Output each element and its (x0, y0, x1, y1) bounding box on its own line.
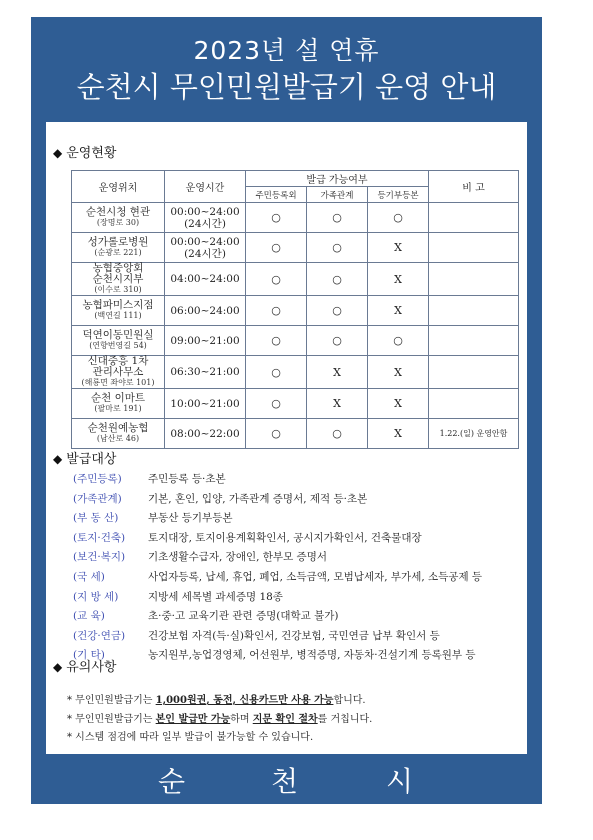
cell-family: X (307, 389, 368, 419)
location-address: (남산로 46) (96, 434, 140, 443)
target-label: (국 세) (73, 570, 105, 583)
target-item (73, 529, 482, 549)
cell-resident: ○ (246, 326, 307, 356)
target-label: (건강·연금) (73, 629, 126, 642)
cell-location (72, 263, 165, 296)
col-remarks: 비 고 (429, 171, 519, 203)
col-availability: 발급 가능여부 (246, 171, 429, 187)
location-name-2: 관리사무소 (92, 366, 144, 378)
cell-registry: X (368, 233, 429, 263)
footer-char: 천 (271, 765, 299, 798)
cell-remarks (429, 389, 519, 419)
cell-registry: ○ (368, 203, 429, 233)
col-hours: 운영시간 (165, 171, 246, 203)
cell-location (72, 356, 165, 389)
location-address: (연향번영길 54) (89, 341, 147, 350)
cell-hours (165, 389, 246, 419)
target-item (73, 509, 482, 529)
cell-family: ○ (307, 203, 368, 233)
cell-location (72, 419, 165, 449)
location-name: 덕연이동민원실 (82, 329, 154, 341)
cell-family: ○ (307, 326, 368, 356)
target-value: 부동산 등기부등본 (148, 512, 233, 525)
cell-remarks (429, 203, 519, 233)
table-row (72, 203, 519, 233)
targets-list (73, 470, 482, 666)
location-address: (순광로 221) (94, 248, 142, 257)
table-row (72, 326, 519, 356)
footer-char: 순 (158, 765, 186, 798)
diamond-icon: ◆ (53, 146, 63, 160)
cell-family: ○ (307, 296, 368, 326)
cell-remarks: 1.22.(일) 운영안함 (429, 419, 519, 449)
table-row (72, 233, 519, 263)
note-item: * 시스템 점검에 따라 일부 발급이 불가능할 수 있습니다. (67, 732, 314, 743)
cell-hours (165, 419, 246, 449)
table-row (72, 419, 519, 449)
note-item: * 무인민원발급기는 1,000원권, 동전, 신용카드만 사용 가능합니다. (67, 695, 366, 706)
cell-resident: ○ (246, 233, 307, 263)
hours-value: 00:00~24:00 (170, 205, 240, 218)
poster-frame (31, 17, 542, 804)
cell-registry: X (368, 389, 429, 419)
section-status-heading: ◆ 운영현황 (53, 146, 117, 161)
cell-registry: X (368, 296, 429, 326)
target-value: 지방세 세목별 과세증명 18종 (148, 590, 283, 603)
cell-resident: ○ (246, 263, 307, 296)
cell-location (72, 326, 165, 356)
location-name: 농협파미스지점 (82, 299, 154, 311)
target-item (73, 490, 482, 510)
cell-remarks (429, 263, 519, 296)
location-name: 순천원예농협 (87, 422, 149, 434)
cell-location (72, 296, 165, 326)
hours-value: 06:00~24:00 (170, 304, 240, 317)
target-value: 건강보험 자격(득·실)확인서, 건강보험, 국민연금 납부 확인서 등 (148, 629, 440, 642)
cell-hours (165, 233, 246, 263)
table-row (72, 296, 519, 326)
target-label: (지 방 세) (73, 590, 119, 603)
content-panel (46, 122, 527, 754)
target-item (73, 627, 482, 647)
table-row (72, 356, 519, 389)
hours-note: (24시간) (184, 247, 226, 260)
target-item (73, 607, 482, 627)
title-banner (31, 17, 542, 122)
location-name: 신대중흥 1차 (87, 355, 149, 367)
hours-value: 04:00~24:00 (170, 273, 240, 285)
cell-registry: X (368, 419, 429, 449)
target-item (73, 588, 482, 608)
cell-remarks (429, 326, 519, 356)
target-value: 주민등록 등·초본 (148, 473, 226, 485)
target-item (73, 646, 482, 666)
diamond-icon: ◆ (53, 660, 63, 674)
cell-resident: ○ (246, 419, 307, 449)
cell-location (72, 233, 165, 263)
target-label: (토지·건축) (73, 531, 126, 544)
title-line-2: 순천시 무인민원발급기 운영 안내 (76, 70, 497, 104)
notes-list (67, 692, 372, 748)
title-line-1: 2023년 설 연휴 (193, 36, 380, 65)
target-label: (부 동 산) (73, 512, 119, 525)
target-value: 초·중·고 교육기관 관련 증명(대학교 불가) (148, 610, 339, 623)
target-label: (가족관계) (73, 492, 122, 505)
target-value: 기본, 혼인, 입양, 가족관계 증명서, 제적 등·초본 (148, 492, 368, 505)
col-registry: 등기부등본 (368, 187, 429, 203)
diamond-icon: ◆ (53, 452, 63, 466)
target-item (73, 548, 482, 568)
cell-family: ○ (307, 419, 368, 449)
cell-location (72, 203, 165, 233)
target-value: 토지대장, 토지이용계획확인서, 공시지가확인서, 건축물대장 (148, 531, 422, 544)
cell-hours (165, 296, 246, 326)
location-name: 순천시청 현관 (85, 206, 151, 218)
note-item: * 무인민원발급기는 본인 발급만 가능하며 지문 확인 절차를 거칩니다. (67, 713, 373, 725)
target-label: (교 육) (73, 610, 105, 623)
operations-table (71, 170, 519, 449)
col-location: 운영위치 (72, 171, 165, 203)
section-notes-heading: ◆ 유의사항 (53, 660, 117, 675)
target-item (73, 568, 482, 588)
target-value: 농지원부,농업경영체, 어선원부, 병적증명, 자동차·건설기계 등록원부 등 (148, 649, 476, 662)
location-name: 농협중앙회 (92, 262, 144, 274)
cell-registry: X (368, 356, 429, 389)
table-row (72, 263, 519, 296)
footer-bar (31, 754, 542, 804)
target-label: (기 타) (73, 649, 105, 662)
cell-hours (165, 203, 246, 233)
location-name-2: 순천시지부 (92, 273, 144, 285)
cell-registry: ○ (368, 326, 429, 356)
cell-resident: ○ (246, 203, 307, 233)
hours-note: (24시간) (184, 217, 226, 230)
target-label: (보건·복지) (73, 551, 126, 564)
location-address: (해룡면 좌야로 101) (81, 378, 155, 387)
location-name: 순천 이마트 (90, 392, 146, 404)
col-family: 가족관계 (307, 187, 368, 203)
cell-family: X (307, 356, 368, 389)
cell-hours (165, 356, 246, 389)
cell-resident: ○ (246, 356, 307, 389)
section-targets-heading: ◆ 발급대상 (53, 452, 117, 467)
hours-value: 09:00~21:00 (170, 334, 240, 347)
hours-value: 10:00~21:00 (170, 397, 240, 410)
cell-hours (165, 263, 246, 296)
target-value: 사업자등록, 납세, 휴업, 폐업, 소득금액, 모범납세자, 부가세, 소득공제 등 (148, 570, 483, 583)
cell-remarks (429, 356, 519, 389)
cell-remarks (429, 233, 519, 263)
target-label: (주민등록) (73, 473, 122, 485)
location-address: (이수로 310) (94, 285, 142, 294)
target-value: 기초생활수급자, 장애인, 한부모 증명서 (148, 551, 327, 564)
cell-family: ○ (307, 233, 368, 263)
cell-resident: ○ (246, 296, 307, 326)
cell-resident: ○ (246, 389, 307, 419)
hours-value: 00:00~24:00 (170, 235, 240, 248)
col-resident: 주민등록외 (246, 187, 307, 203)
location-address: (팔마로 191) (94, 404, 142, 413)
hours-value: 08:00~22:00 (170, 427, 240, 440)
cell-remarks (429, 296, 519, 326)
location-address: (장명로 30) (96, 218, 140, 227)
table-row (72, 389, 519, 419)
location-name: 성가롤로병원 (87, 236, 149, 248)
location-address: (백연길 111) (94, 311, 142, 320)
cell-registry: X (368, 263, 429, 296)
footer-char: 시 (386, 765, 414, 798)
cell-family: ○ (307, 263, 368, 296)
hours-value: 06:30~21:00 (170, 366, 240, 378)
target-item (73, 470, 482, 490)
cell-hours (165, 326, 246, 356)
cell-location (72, 389, 165, 419)
